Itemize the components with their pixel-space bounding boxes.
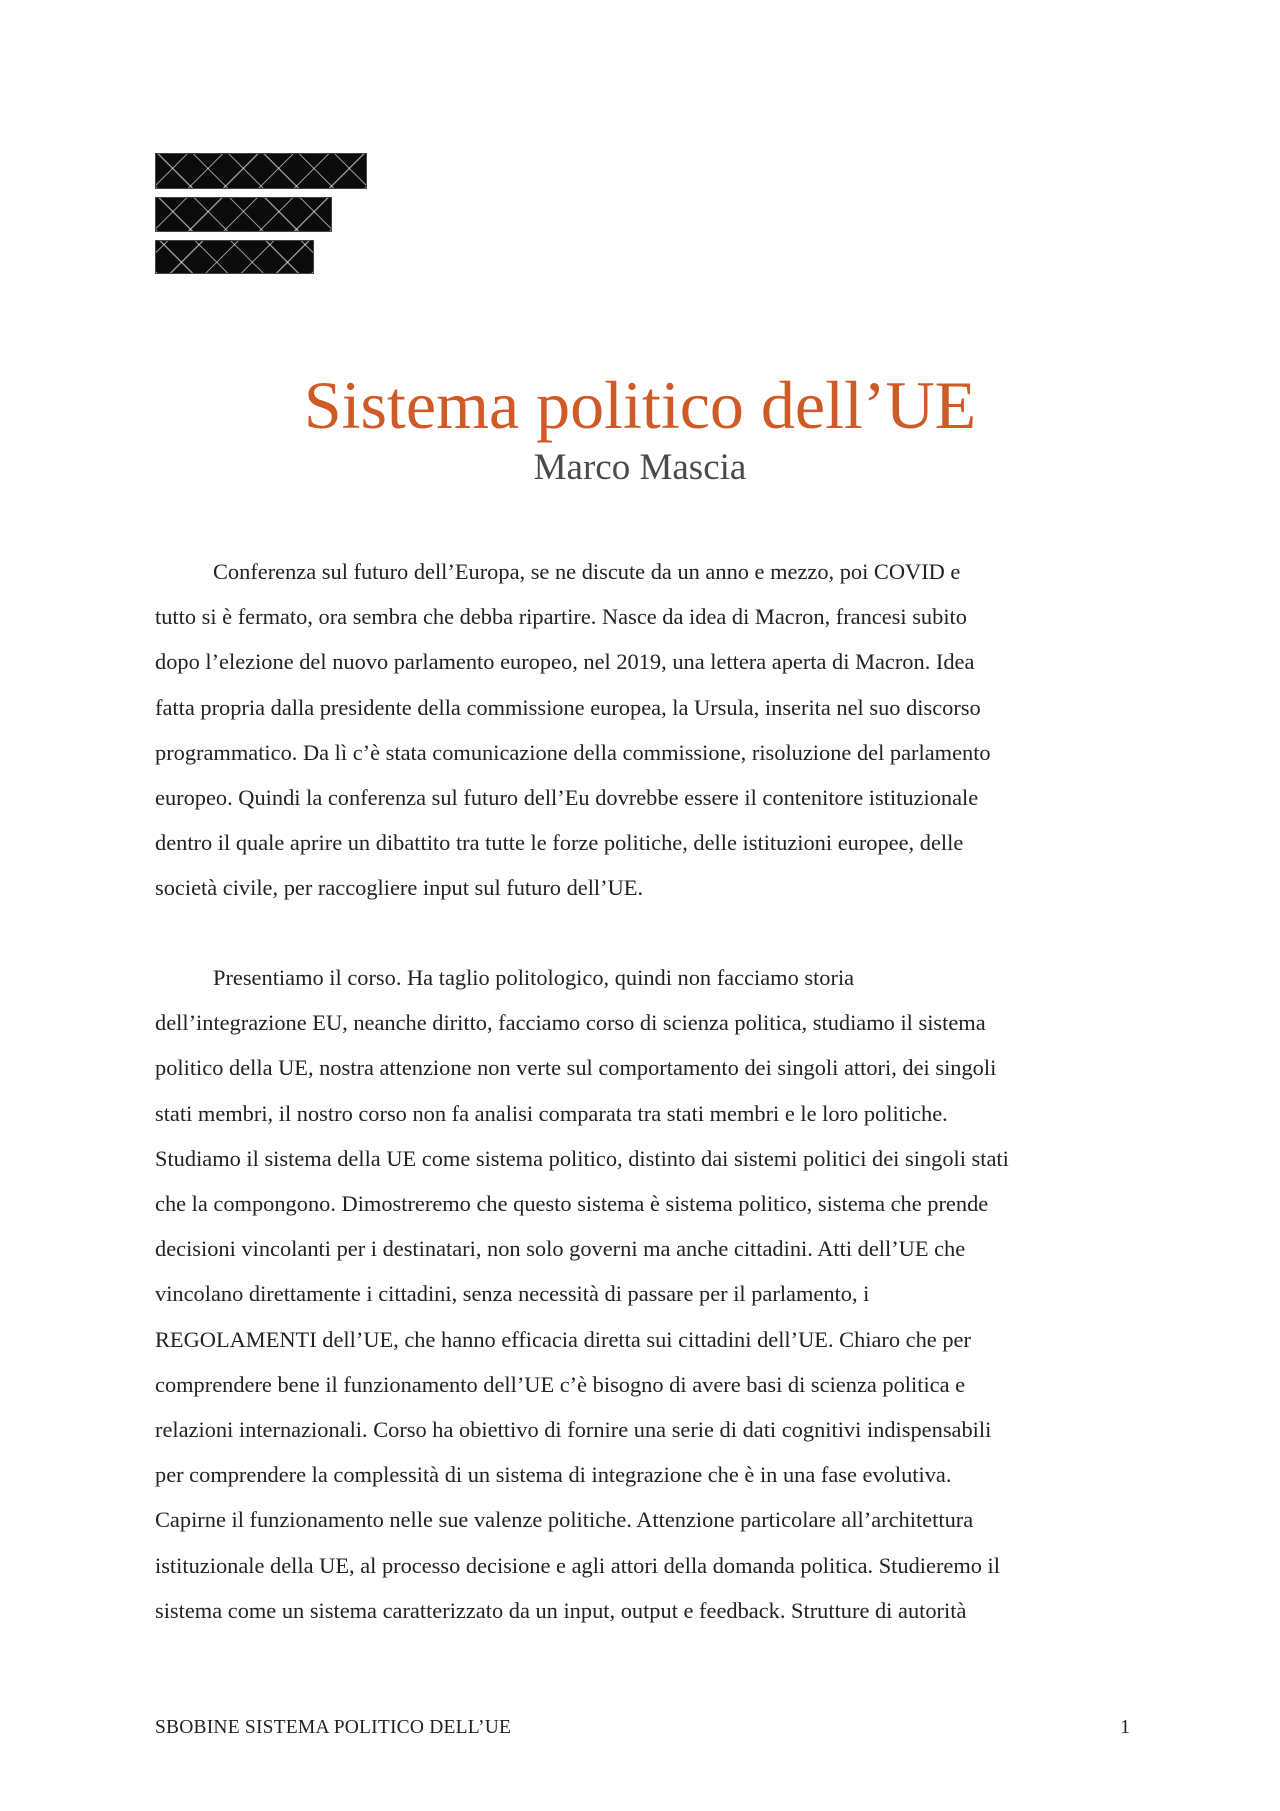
redacted-block: [155, 240, 314, 274]
text-line: Capirne il funzionamento nelle sue valenze politiche. Attenzione particolare all’architettura: [155, 1507, 974, 1533]
text-line: relazioni internazionali. Corso ha obiettivo di fornire una serie di dati cognitivi indispensabili: [155, 1417, 992, 1443]
running-footer-title: SBOBINE SISTEMA POLITICO DELL’UE: [155, 1717, 512, 1738]
document-author: Marco Mascia: [533, 447, 747, 488]
text-line: dentro il quale aprire un dibattito tra tutte le forze politiche, delle istituzioni europee, delle: [155, 830, 964, 856]
text-line: stati membri, il nostro corso non fa analisi comparata tra stati membri e le loro politiche.: [155, 1100, 948, 1126]
text-line: vincolano direttamente i cittadini, senza necessità di passare per il parlamento, i: [155, 1281, 870, 1307]
text-line: fatta propria dalla presidente della commissione europea, la Ursula, inserita nel suo discorso: [155, 694, 981, 720]
paragraph: [155, 549, 1130, 911]
text-line: sistema come un sistema caratterizzato da un input, output e feedback. Strutture di autorità: [155, 1597, 967, 1623]
page-number: 1: [1120, 1717, 1130, 1738]
text-line: comprendere bene il funzionamento dell’UE c’è bisogno di avere basi di scienza politica e: [155, 1371, 966, 1397]
text-line: Presentiamo il corso. Ha taglio politologico, quindi non facciamo storia: [213, 965, 855, 990]
text-line: per comprendere la complessità di un sistema di integrazione che è in una fase evolutiva.: [155, 1462, 952, 1488]
text-line: REGOLAMENTI dell’UE, che hanno efficacia diretta sui cittadini dell’UE. Chiaro che per: [155, 1326, 971, 1352]
text-line: europeo. Quindi la conferenza sul futuro dell’Eu dovrebbe essere il contenitore istituzionale: [155, 785, 979, 811]
document-title: Sistema politico dell’UE: [303, 367, 977, 443]
text-line: dopo l’elezione del nuovo parlamento europeo, nel 2019, una lettera aperta di Macron. Idea: [155, 649, 975, 675]
text-line: programmatico. Da lì c’è stata comunicazione della commissione, risoluzione del parlamento: [155, 739, 991, 765]
text-line: decisioni vincolanti per i destinatari, non solo governi ma anche cittadini. Atti dell’UE che: [155, 1236, 966, 1262]
text-line: società civile, per raccogliere input sul futuro dell’UE.: [155, 875, 644, 901]
paragraph: [155, 955, 1130, 1633]
redacted-block: [155, 153, 367, 189]
redacted-block: [155, 197, 332, 232]
text-line: politico della UE, nostra attenzione non verte sul comportamento dei singoli attori, dei singoli: [155, 1055, 997, 1081]
text-line: dell’integrazione EU, neanche diritto, facciamo corso di scienza politica, studiamo il sistema: [155, 1010, 986, 1036]
text-line: Studiamo il sistema della UE come sistema politico, distinto dai sistemi politici dei singoli stati: [155, 1145, 1009, 1171]
text-line: tutto si è fermato, ora sembra che debba ripartire. Nasce da idea di Macron, francesi subito: [155, 604, 967, 630]
text-line: Conferenza sul futuro dell’Europa, se ne discute da un anno e mezzo, poi COVID e: [213, 559, 961, 584]
text-line: istituzionale della UE, al processo decisione e agli attori della domanda politica. Studieremo il: [155, 1552, 1000, 1578]
text-line: che la compongono. Dimostreremo che questo sistema è sistema politico, sistema che prende: [155, 1191, 989, 1217]
